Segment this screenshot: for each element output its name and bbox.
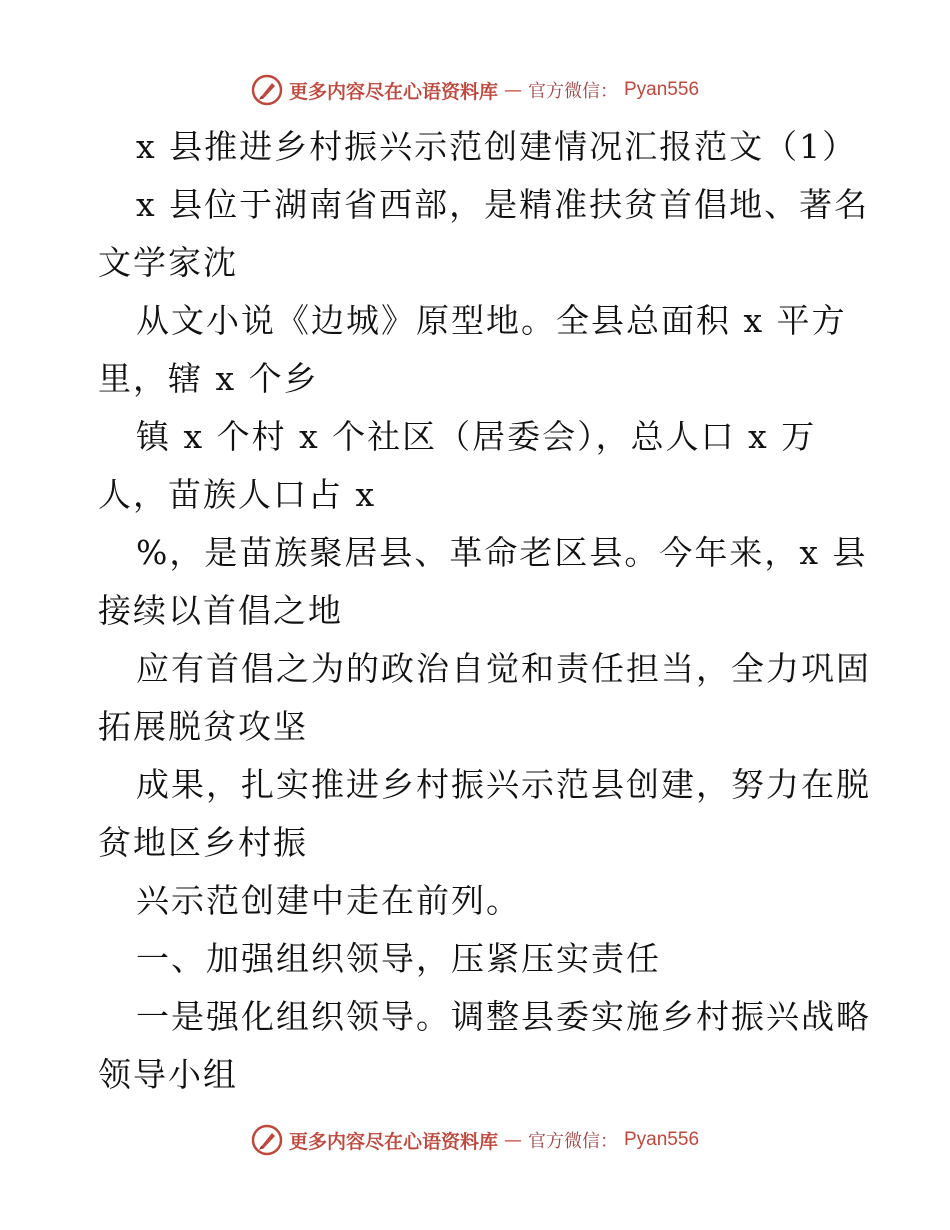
section-heading: 一、加强组织领导，压紧压实责任 <box>136 939 661 978</box>
watermark-dash: — <box>504 79 522 101</box>
text-line: x 县位于湖南省西部，是精准扶贫首倡地、著名 <box>136 185 870 224</box>
watermark-dash: — <box>504 1129 522 1151</box>
header-watermark <box>0 70 950 110</box>
text-line: 一是强化组织领导。调整县委实施乡村振兴战略 <box>136 997 871 1036</box>
footer-watermark <box>0 1120 950 1160</box>
watermark-main-text: 更多内容尽在心语资料库 <box>288 80 498 103</box>
document-title: x 县推进乡村振兴示范创建情况汇报范文（1） <box>136 127 858 166</box>
watermark-wechat-id: Pyan556 <box>624 1129 700 1150</box>
text-line: 应有首倡之为的政治自觉和责任担当，全力巩固 <box>136 649 871 688</box>
watermark <box>251 1124 699 1156</box>
quill-pen-logo-icon <box>251 1124 283 1156</box>
document-body <box>98 118 871 1104</box>
text-line: 从文小说《边城》原型地。全县总面积 x 平方 <box>136 301 847 340</box>
quill-pen-logo-icon <box>251 74 283 106</box>
text-line: 贫地区乡村振 <box>98 823 308 862</box>
watermark-main-text: 更多内容尽在心语资料库 <box>288 1130 498 1153</box>
text-line: 接续以首倡之地 <box>98 591 343 630</box>
text-line: 领导小组 <box>98 1055 238 1094</box>
text-line: 镇 x 个村 x 个社区（居委会），总人口 x 万 <box>136 417 817 456</box>
text-line: 拓展脱贫攻坚 <box>98 707 308 746</box>
text-line: 人，苗族人口占 x <box>98 475 377 514</box>
text-line: 文学家沈 <box>98 243 238 282</box>
watermark-sub-text: 官方微信： <box>528 81 618 102</box>
text-line: 兴示范创建中走在前列。 <box>136 881 521 920</box>
watermark-wechat-id: Pyan556 <box>624 79 700 100</box>
text-line: %，是苗族聚居县、革命老区县。今年来，x 县 <box>136 533 868 572</box>
text-line: 里，辖 x 个乡 <box>98 359 319 398</box>
text-line: 成果，扎实推进乡村振兴示范县创建，努力在脱 <box>136 765 871 804</box>
watermark-sub-text: 官方微信： <box>528 1131 618 1152</box>
watermark <box>251 74 699 106</box>
